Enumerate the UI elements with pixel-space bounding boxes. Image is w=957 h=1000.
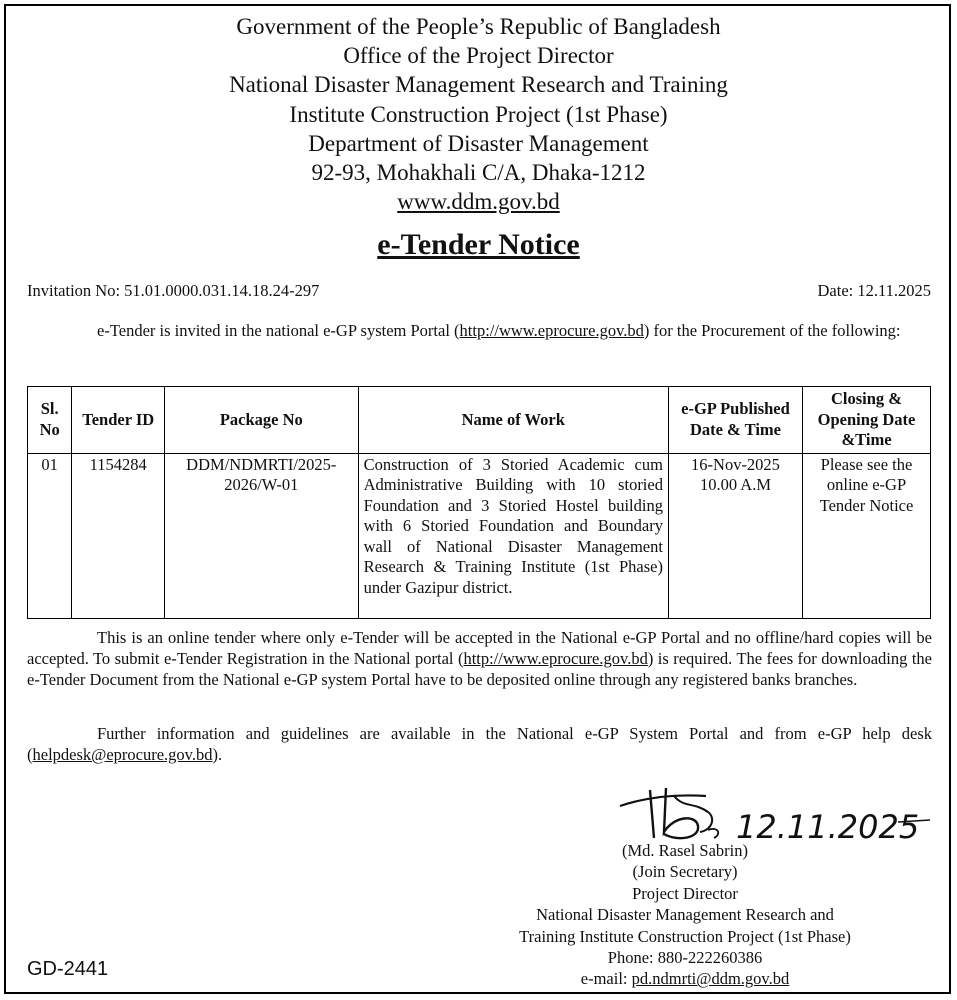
signatory-phone: Phone: 880-222260386	[607, 948, 763, 968]
signatory-email-link[interactable]: pd.ndmrti@ddm.gov.bd	[631, 969, 790, 989]
intro-paragraph: e-Tender is invited in the national e-GP system Portal (http://www.eprocure.gov.bd) for the Procurement of the following:	[97, 321, 901, 340]
header-project-line1: National Disaster Management Research and Training	[229, 72, 728, 98]
letterhead	[0, 12, 957, 216]
notice-date: Date: 12.11.2025	[817, 281, 931, 300]
signature-block	[490, 840, 880, 990]
cell-closing: Please see the online e-GP Tender Notice	[803, 453, 931, 618]
invitation-number: Invitation No: 51.01.0000.031.14.18.24-297	[27, 281, 320, 300]
online-tender-paragraph: This is an online tender where only e-Tender will be accepted in the National e-GP Portal and no offline/hard copies will be accepted. To submit e-Tender Registration in the National portal (http://www.eprocure.gov.bd) is required. The fees for downloading the e-Tender Document from the National e-GP system Portal have to be deposited online through any registered banks branches.	[27, 628, 932, 689]
signatory-org-line1: National Disaster Management Research and	[536, 905, 834, 925]
col-header-published: e-GP Published Date & Time	[668, 387, 802, 454]
signatory-name: (Md. Rasel Sabrin)	[621, 841, 749, 860]
signatory-org-line2: Training Institute Construction Project (1st Phase)	[519, 926, 851, 946]
header-project-line2: Institute Construction Project (1st Phase)	[289, 101, 668, 127]
table-header-row	[28, 387, 931, 454]
header-office: Office of the Project Director	[343, 43, 614, 69]
footer-code: GD-2441	[27, 958, 109, 980]
col-header-work: Name of Work	[358, 387, 668, 454]
cell-package: DDM/NDMRTI/2025-2026/W-01	[165, 453, 359, 618]
table-row	[28, 453, 931, 618]
header-department: Department of Disaster Management	[308, 130, 649, 156]
cell-sl: 01	[28, 453, 72, 618]
cell-published: 16-Nov-2025 10.00 A.M	[668, 453, 802, 618]
col-header-package: Package No	[165, 387, 359, 454]
col-header-sl: Sl. No	[28, 387, 72, 454]
header-government: Government of the People’s Republic of Bangladesh	[236, 14, 721, 39]
helpdesk-email-link[interactable]: helpdesk@eprocure.gov.bd	[32, 745, 213, 764]
signatory-email: e-mail: pd.ndmrti@ddm.gov.bd	[580, 969, 790, 989]
signature-date: 12.11.2025	[736, 808, 920, 846]
header-address: 92-93, Mohakhali C/A, Dhaka-1212	[311, 160, 646, 186]
col-header-closing: Closing & Opening Date &Time	[803, 387, 931, 454]
cell-work: Construction of 3 Storied Academic cum Administrative Building with 10 storied Foundation and 3 Storied Hostel building with 6 Storied Foundation and Boundary wall of National Disaster Management Research & Training Institute (1st Phase) under Gazipur district.	[358, 453, 668, 618]
helpdesk-paragraph: Further information and guidelines are available in the National e-GP System Portal and from e-GP help desk (helpdesk@eprocure.gov.bd).	[27, 724, 932, 764]
eprocure-portal-link[interactable]: http://www.eprocure.gov.bd	[463, 649, 648, 668]
eprocure-link[interactable]: http://www.eprocure.gov.bd	[459, 321, 644, 340]
signatory-designation: (Join Secretary)	[632, 862, 738, 882]
tender-table	[27, 386, 931, 619]
signatory-role: Project Director	[632, 883, 738, 903]
cell-tender-id: 1154284	[72, 453, 165, 618]
notice-title: e-Tender Notice	[377, 228, 580, 261]
col-header-tender-id: Tender ID	[72, 387, 165, 454]
header-website-link[interactable]: www.ddm.gov.bd	[397, 189, 560, 215]
